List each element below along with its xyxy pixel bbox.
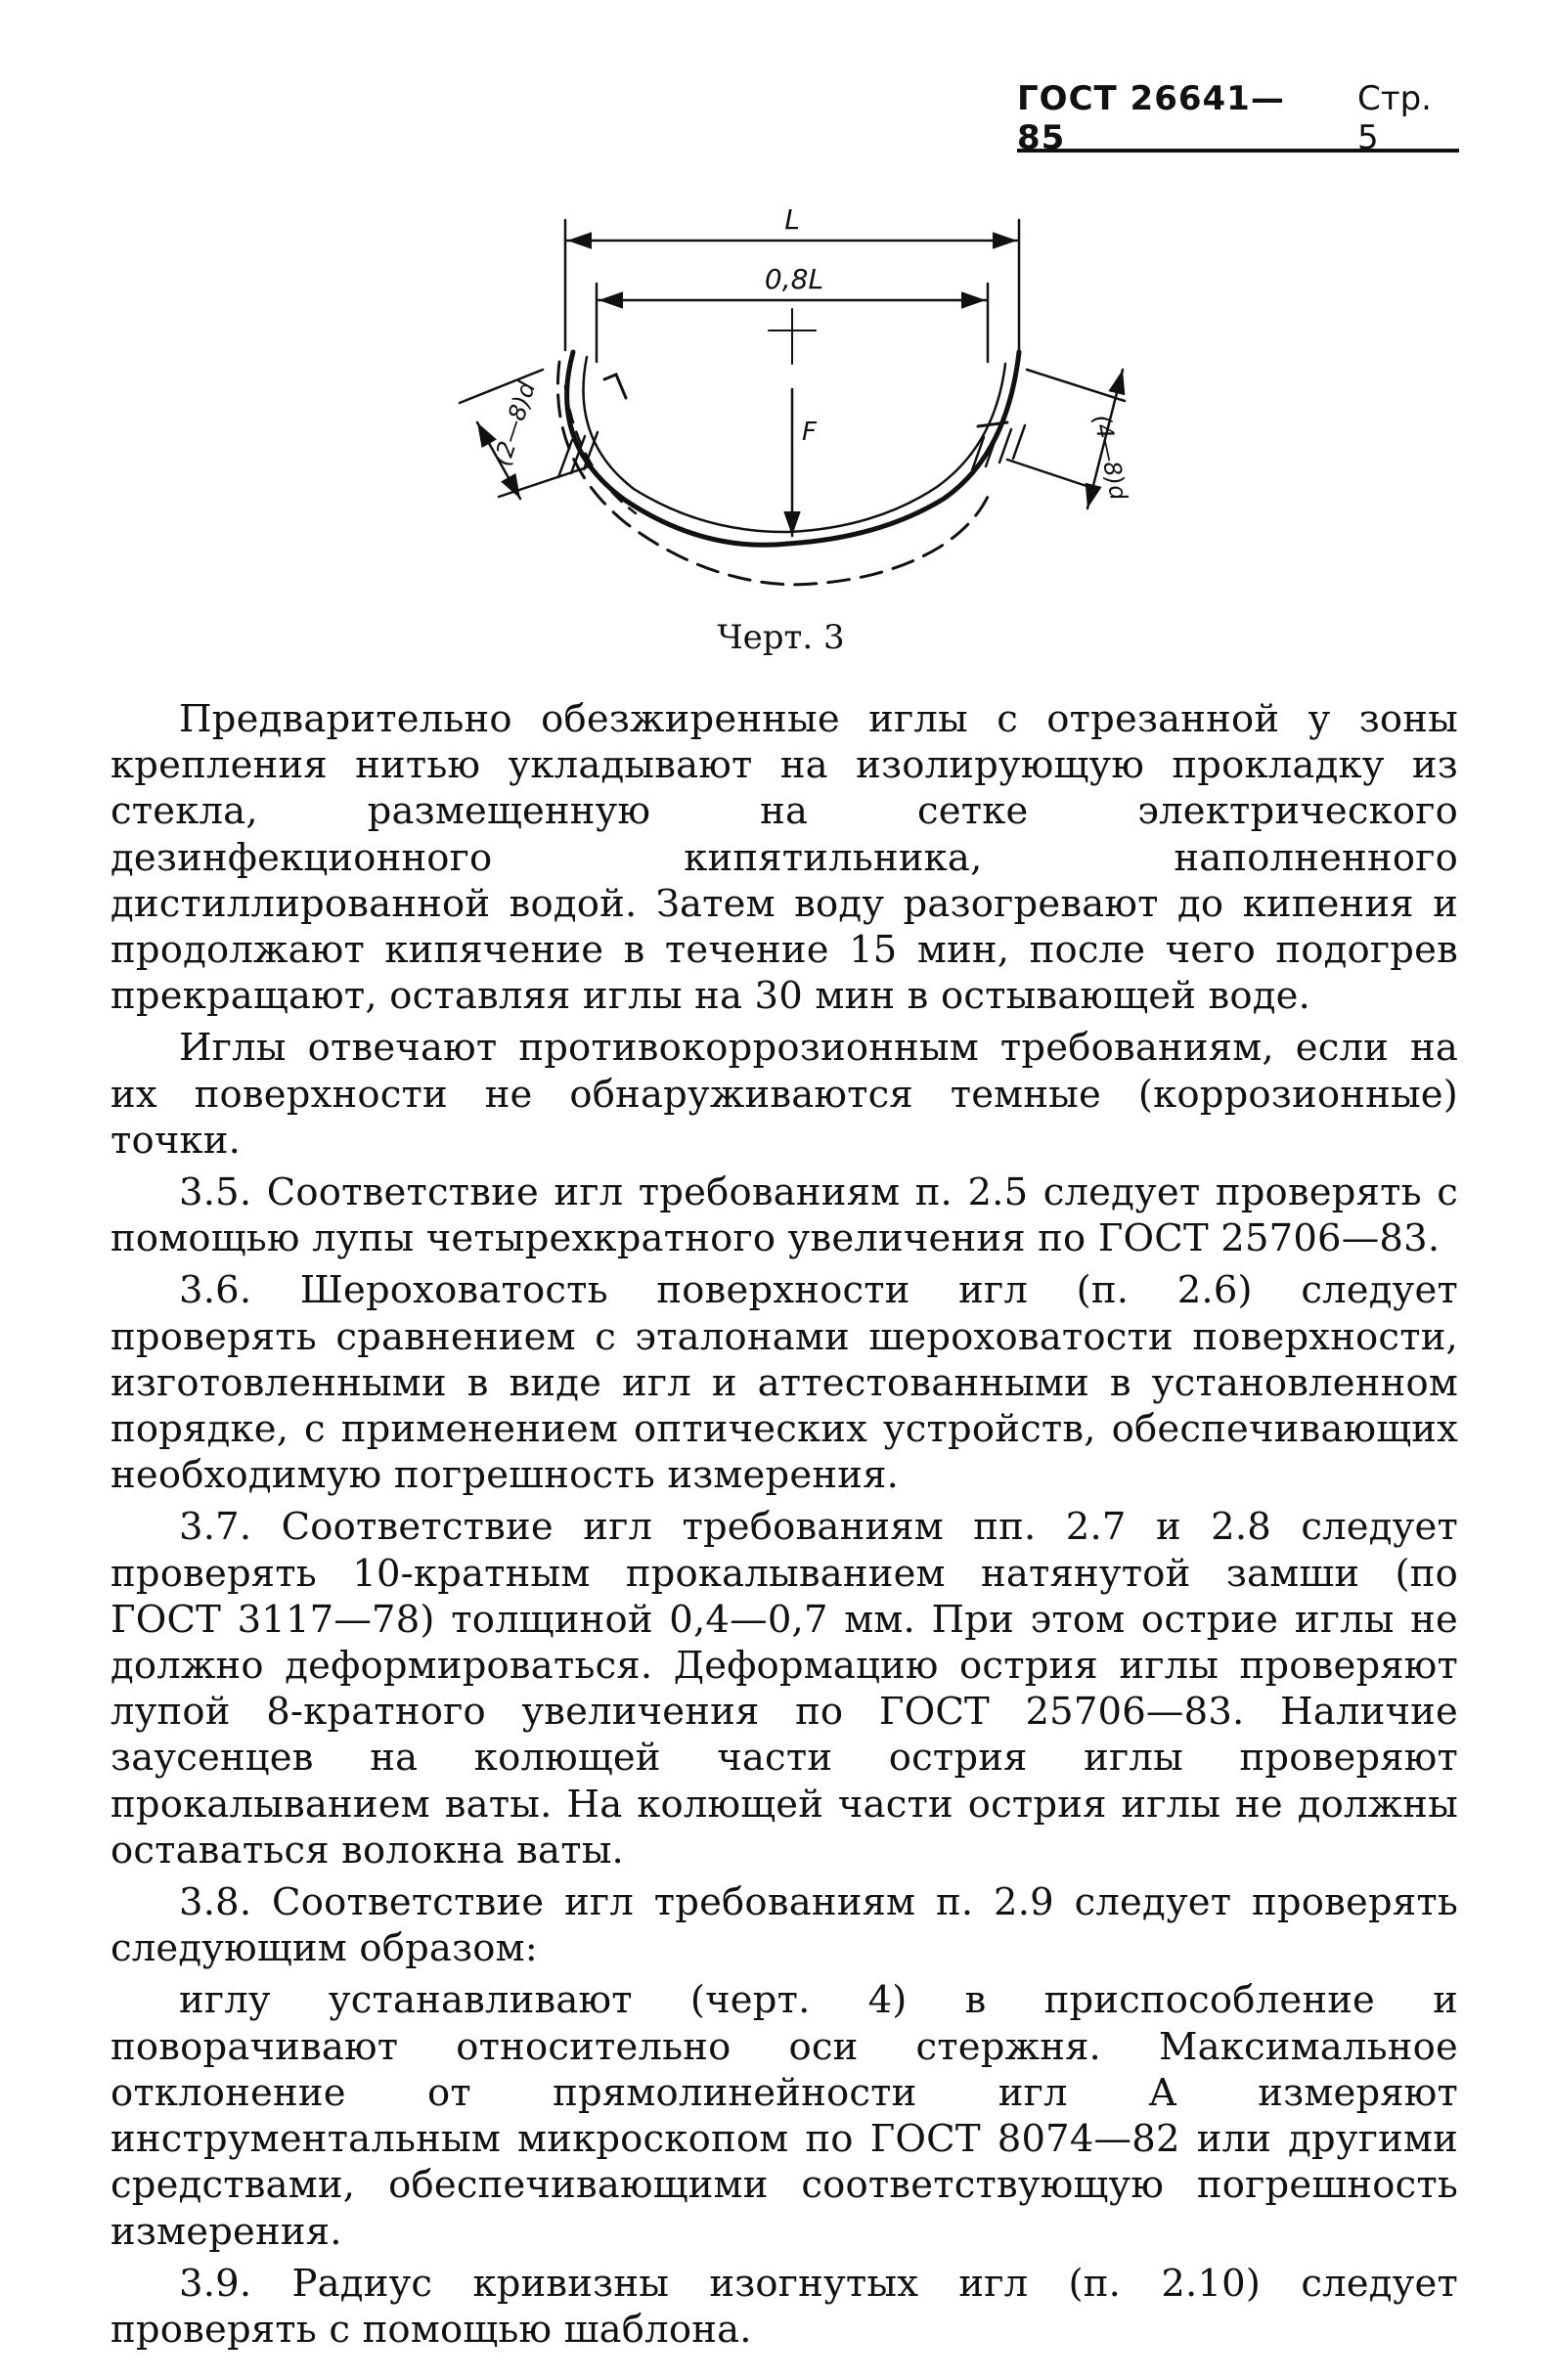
page-header bbox=[1017, 79, 1459, 157]
deflected-arc-segment bbox=[565, 386, 636, 513]
label-L: L bbox=[784, 205, 800, 236]
paragraph-3-9: 3.9. Радиус кривизны изогнутых игл (п. 2.10) следует проверять с помощью шаблона. bbox=[111, 2261, 1458, 2352]
needle-deflection-drawing bbox=[421, 205, 1144, 616]
body-text bbox=[111, 696, 1458, 2358]
paragraph-3-8-procedure: иглу устанавливают (черт. 4) в приспособление и поворачивают относительно оси стержня. Максимальное отклонение от прямолинейности игл A измеряют инструментальным микроскопом по ГОСТ 8074—82 или другими средствами, обеспечивающими соответствующую погрешность измерения. bbox=[111, 1978, 1458, 2254]
paragraph-preparation: Предварительно обезжиренные иглы с отрезанной у зоны крепления нитью укладывают на изолирующую прокладку из стекла, размещенную на сетке электрического дезинфекционного кипятильника, наполненного дистиллированной водой. Затем воду разогревают до кипения и продолжают кипячение в течение 15 мин, после чего подогрев прекращают, оставляя иглы на 30 мин в остывающей воде. bbox=[111, 697, 1458, 1019]
label-left-range: (2—8)d bbox=[488, 378, 542, 469]
paragraph-3-7: 3.7. Соответствие игл требованиям пп. 2.7 и 2.8 следует проверять 10-кратным прокалыванием натянутой замши (по ГОСТ 3117—78) толщиной 0,4—0,7 мм. При этом острие иглы не должно деформироваться. Деформацию острия иглы проверяют лупой 8-кратного увеличения по ГОСТ 25706—83. Наличие заусенцев на колющей части острия иглы проверяют прокалыванием ваты. На колющей части острия иглы не должны оставаться волокна ваты. bbox=[111, 1505, 1458, 1873]
left-support-mark bbox=[604, 375, 626, 398]
figure-caption: Черт. 3 bbox=[717, 618, 845, 657]
right-support-line-upper bbox=[1027, 370, 1125, 401]
paragraph-3-8: 3.8. Соответствие игл требованиям п. 2.9 следует проверять следующим образом: bbox=[111, 1880, 1458, 1971]
paragraph-corrosion-result: Иглы отвечают противокоррозионным требованиям, если на их поверхности не обнаруживаются темные (коррозионные) точки. bbox=[111, 1026, 1458, 1163]
standard-code: ГОСТ 26641—85 bbox=[1017, 79, 1285, 157]
paragraph-3-6: 3.6. Шероховатость поверхности игл (п. 2.6) следует проверять сравнением с эталонами шероховатости поверхности, изготовленными в виде игл и аттестованными в установленном порядке, с применением оптических устройств, обеспечивающих необходимую погрешность измерения. bbox=[111, 1268, 1458, 1498]
right-support-line-lower bbox=[1007, 460, 1095, 489]
label-08L: 0,8L bbox=[764, 263, 824, 295]
page-number: Стр. 5 bbox=[1357, 79, 1432, 157]
paragraph-3-5: 3.5. Соответствие игл требованиям п. 2.5 следует проверять с помощью лупы четырехкратного увеличения по ГОСТ 25706—83. bbox=[111, 1170, 1458, 1261]
deflected-needle-arc bbox=[557, 362, 988, 585]
label-F: F bbox=[802, 418, 817, 447]
label-right-range: (4—8)d bbox=[1087, 412, 1132, 503]
needle-arc-inner bbox=[583, 357, 1005, 532]
